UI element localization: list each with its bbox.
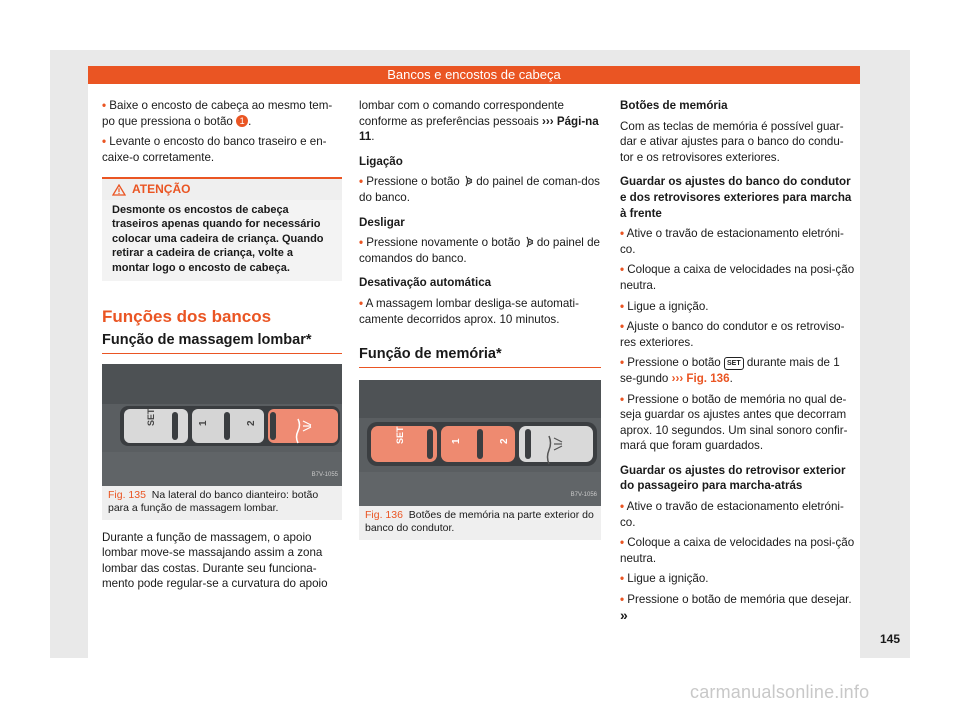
bullet-ignition-1: • Ligue a ignição. xyxy=(620,299,709,313)
bullet-icon: • xyxy=(620,536,625,550)
bullet-icon: • xyxy=(102,135,107,149)
figure-136-caption: Fig. 136 Botões de memória na parte exterior do banco do condutor. xyxy=(359,506,601,540)
figure-button-set-label: SET xyxy=(395,426,405,444)
bullet-icon: • xyxy=(620,572,625,586)
figure-135-caption: Fig. 135 Na lateral do banco dianteiro: botão para a função de massagem lombar. xyxy=(102,486,342,520)
bullet-icon: • xyxy=(620,356,625,370)
section-title: Funções dos bancos xyxy=(102,307,272,327)
heading-memory-buttons: Botões de memória xyxy=(620,99,728,112)
massage-seat-icon xyxy=(524,236,534,248)
column-2 xyxy=(359,98,601,540)
watermark: carmanualsonline.info xyxy=(690,682,870,702)
memory-buttons-illustration xyxy=(359,380,601,506)
figure-button-1-label: 1 xyxy=(451,438,462,444)
figure-button-set-label: SET xyxy=(146,408,156,426)
bullet-neutral-1: • Coloque a caixa de velocidades na posi-ção neutra. xyxy=(620,263,855,292)
bullet-ligacao: • Pressione o botão do painel de coman-dos do banco. xyxy=(359,175,600,204)
figure-button-1-label: 1 xyxy=(198,420,209,426)
bullet-icon: • xyxy=(620,593,625,607)
warning-text: Desmonte os encostos de cabeça traseiros apenas quando for necessário colocar uma cadeira de criança. Quando retirar a cadeira de criança, volte a montar logo o encosto de cabeça. xyxy=(102,200,342,282)
figure-136-image xyxy=(359,380,601,506)
subsection-title-memory: Função de memória* xyxy=(359,347,601,368)
bullet-ignition-2: • Ligue a ignição. xyxy=(620,572,709,586)
heading-desativacao: Desativação automática xyxy=(359,276,492,290)
page-number: 145 xyxy=(880,632,901,646)
bullet-icon: • xyxy=(620,320,625,334)
bullet-desligar: • Pressione novamente o botão do painel de comandos do banco. xyxy=(359,236,600,265)
figure-135-image xyxy=(102,364,342,486)
bullet-press-memory: • Pressione o botão de memória no qual de-seja guardar os ajustes antes que decorram aprox. 10 segundos. Um sinal sonoro confir-mará que foram guardados. xyxy=(620,392,848,453)
figure-id: B7V-1055 xyxy=(311,472,338,479)
bullet-icon: • xyxy=(359,236,364,250)
memory-intro: Com as teclas de memória é possível guar-dar e ativar ajustes para o banco do condu-tor e os retrovisores exteriores. xyxy=(620,119,844,164)
heading-desligar: Desligar xyxy=(359,215,405,229)
bullet-adjust-seat: • Ajuste o banco do condutor e os retroviso-res exteriores. xyxy=(620,320,845,349)
bullet-icon: • xyxy=(620,299,625,313)
page-reference-link[interactable]: ››› Pági-na 11 xyxy=(359,114,599,144)
bullet-lower-headrest: • Baixe o encosto de cabeça ao mesmo tem-po que pressiona o botão 1 . xyxy=(102,99,333,128)
bullet-icon: • xyxy=(359,296,364,310)
column-1 xyxy=(102,98,342,597)
chapter-header: Bancos e encostos de cabeça xyxy=(88,66,860,84)
bullet-neutral-2: • Coloque a caixa de velocidades na posi-ção neutra. xyxy=(620,536,855,565)
column-3 xyxy=(620,98,856,629)
continue-mark: » xyxy=(620,606,628,623)
bullet-press-memory-2: • Pressione o botão de memória que desejar. » xyxy=(620,593,852,623)
figure-136 xyxy=(359,380,601,540)
warning-box xyxy=(102,177,342,281)
lumbar-paragraph: lombar com o comando correspondente conforme as preferências pessoais ››› Pági-na 11. xyxy=(359,99,599,144)
heading-save-reverse: Guardar os ajustes do retrovisor exterior do passageiro para marcha-atrás xyxy=(620,463,846,493)
figure-reference-link[interactable]: ››› Fig. 136 xyxy=(671,371,730,385)
figure-button-2-label: 2 xyxy=(246,420,257,426)
bullet-desativacao: • A massagem lombar desliga-se automati-camente decorridos aprox. 10 minutos. xyxy=(359,296,579,326)
figure-button-2-label: 2 xyxy=(499,438,510,444)
warning-header xyxy=(102,177,342,200)
bullet-icon: • xyxy=(620,227,625,241)
bullet-icon: • xyxy=(359,175,364,189)
warning-triangle-icon xyxy=(112,184,126,196)
subsection-title-massage: Função de massagem lombar* xyxy=(102,333,342,354)
bullet-press-set: • Pressione o botão SET durante mais de 1 se-gundo ››› Fig. 136. xyxy=(620,356,840,385)
warning-title: ATENÇÃO xyxy=(132,182,191,197)
figure-id: B7V-1056 xyxy=(570,492,597,499)
figure-135 xyxy=(102,364,342,520)
bullet-raise-backrest: • Levante o encosto do banco traseiro e en-caixe-o corretamente. xyxy=(102,135,327,164)
bullet-icon: • xyxy=(102,99,107,112)
massage-seat-icon xyxy=(463,175,473,187)
heading-ligacao: Ligação xyxy=(359,154,403,168)
seat-control-panel-illustration xyxy=(102,364,342,486)
massage-paragraph: Durante a função de massagem, o apoio lombar move-se massajando assim a zona lombar das costas. Durante seu funciona-mento pode regular-se a curvatura do apoio xyxy=(102,530,328,591)
bullet-parking-brake-1: • Ative o travão de estacionamento eletróni-co. xyxy=(620,227,844,256)
bullet-parking-brake-2: • Ative o travão de estacionamento eletróni-co. xyxy=(620,500,844,529)
bullet-icon: • xyxy=(620,392,625,406)
bullet-icon: • xyxy=(620,500,625,514)
heading-save-forward: Guardar os ajustes do banco do condutor e dos retrovisores exteriores para marcha à frente xyxy=(620,175,852,220)
bullet-icon: • xyxy=(620,263,625,277)
set-key-icon: SET xyxy=(724,357,744,370)
callout-number-badge: 1 xyxy=(236,115,248,127)
